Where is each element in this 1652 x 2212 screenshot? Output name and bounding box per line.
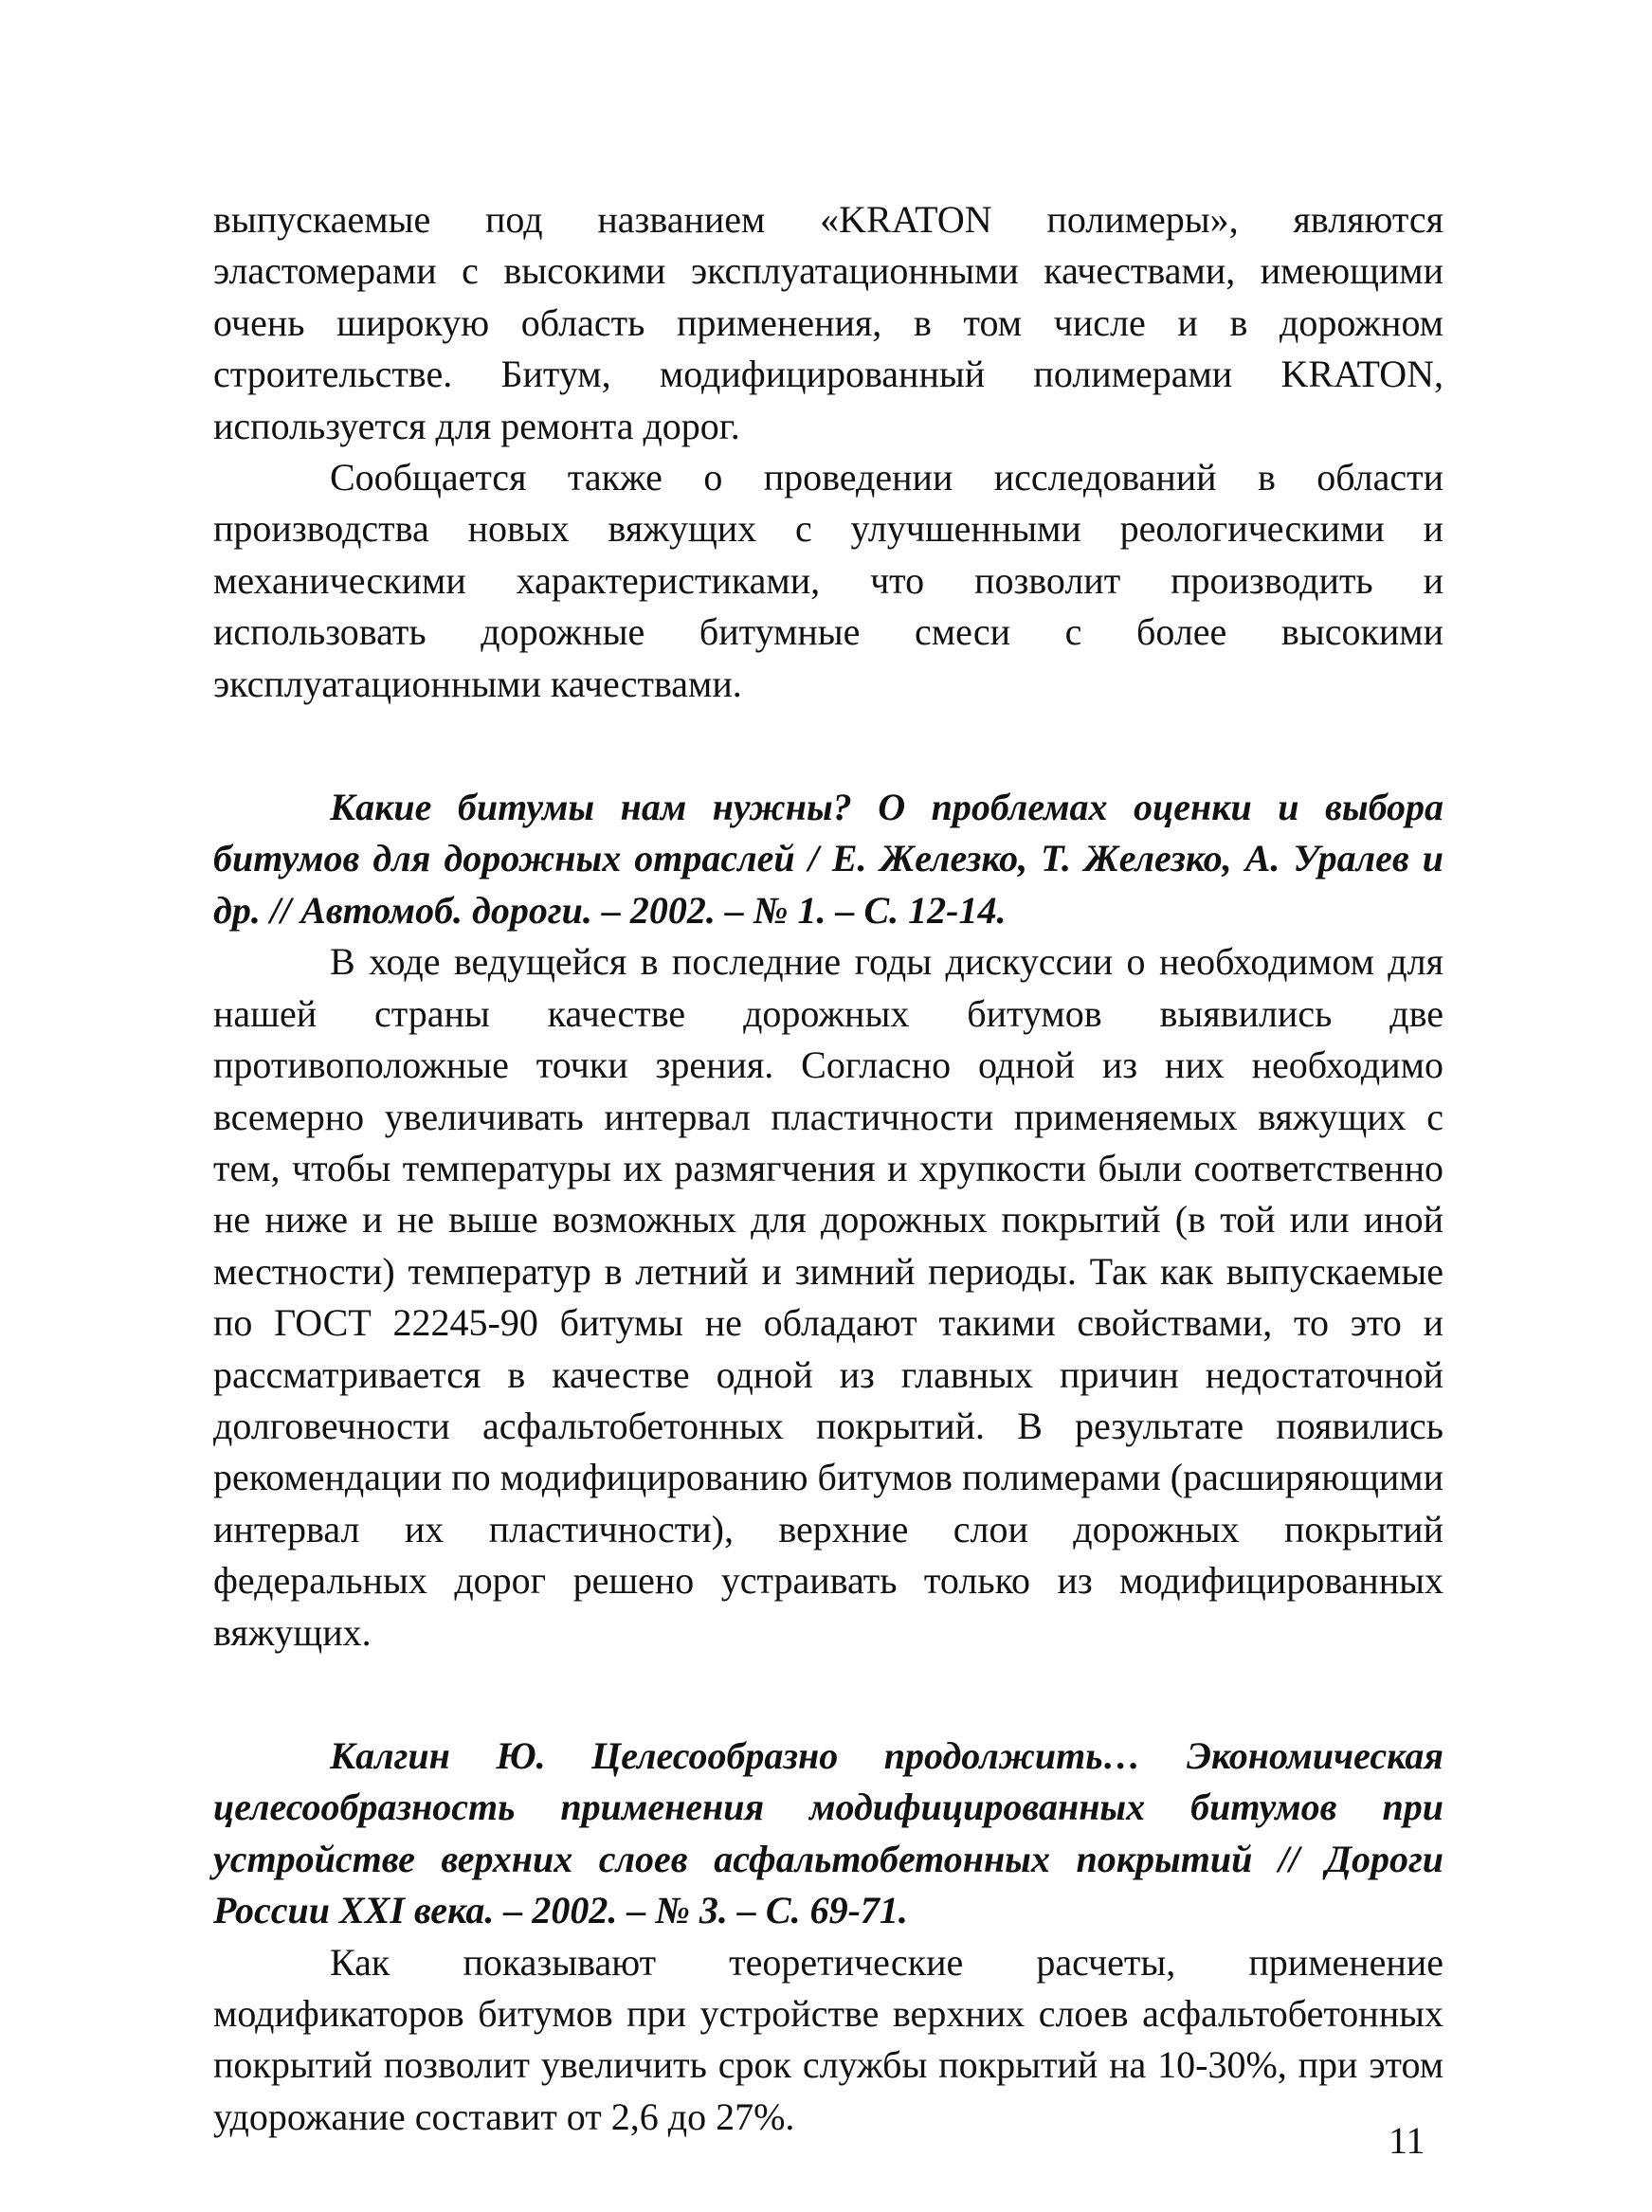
reference-heading-kalgin: Калгин Ю. Целесообразно продолжить… Экономическая целесообразность применения модифицированных битумов при устройстве верхних слоев асфальтобетонных покрытий // Дороги России XXI века. – 2002. – № 3. – С. 69-71.: [213, 1733, 1443, 1932]
reference-heading-bitumen-needs: Какие битумы нам нужны? О проблемах оценки и выбора битумов для дорожных отраслей / Е. Железко, Т. Железко, А. Уралев и др. // Автомоб. дороги. – 2002. – № 1. – С. 12-14.: [213, 786, 1443, 932]
paragraph-modifiers-calculation: Как показывают теоретические расчеты, применение модификаторов битумов при устройстве верхних слоев асфальтобетонных покрытий позволит увеличить срок службы покрытий на 10-30%, при этом удорожание составит от 2,6 до 27%.: [213, 1940, 1443, 2138]
paragraph-bitumen-discussion: В ходе ведущейся в последние годы дискуссии о необходимом для нашей страны качестве дорожных битумов выявились две противоположные точки зрения. Согласно одной из них необходимо всемерно увеличивать интервал пластичности применяемых вяжущих с тем, чтобы температуры их размягчения и хрупкости были соответственно не ниже и не выше возможных для дорожных покрытий (в той или иной местности) температур в летний и зимний периоды. Так как выпускаемые по ГОСТ 22245-90 битумы не обладают такими свойствами, то это и рассматривается в качестве одной из главных причин недостаточной долговечности асфальтобетонных покрытий. В результате появились рекомендации по модифицированию битумов полимерами (расширяющими интервал их пластичности), верхние слои дорожных покрытий федеральных дорог решено устраивать только из модифицированных вяжущих.: [213, 940, 1443, 1654]
paragraph-kraton-polymers: выпускаемые под названием «KRATON полимеры», являются эластомерами с высокими эксплуатационными качествами, имеющими очень широкую область применения, в том числе и в дорожном строительстве. Битум, модифицированный полимерами KRATON, используется для ремонта дорог.: [213, 198, 1443, 447]
paragraph-new-binders-research: Сообщается также о проведении исследований в области производства новых вяжущих с улучшенными реологическими и механическими характеристиками, что позволит производить и использовать дорожные битумные смеси с более высокими эксплуатационными качествами.: [213, 456, 1443, 705]
page-number: 11: [1389, 2119, 1425, 2162]
page-body: [213, 194, 1443, 2143]
